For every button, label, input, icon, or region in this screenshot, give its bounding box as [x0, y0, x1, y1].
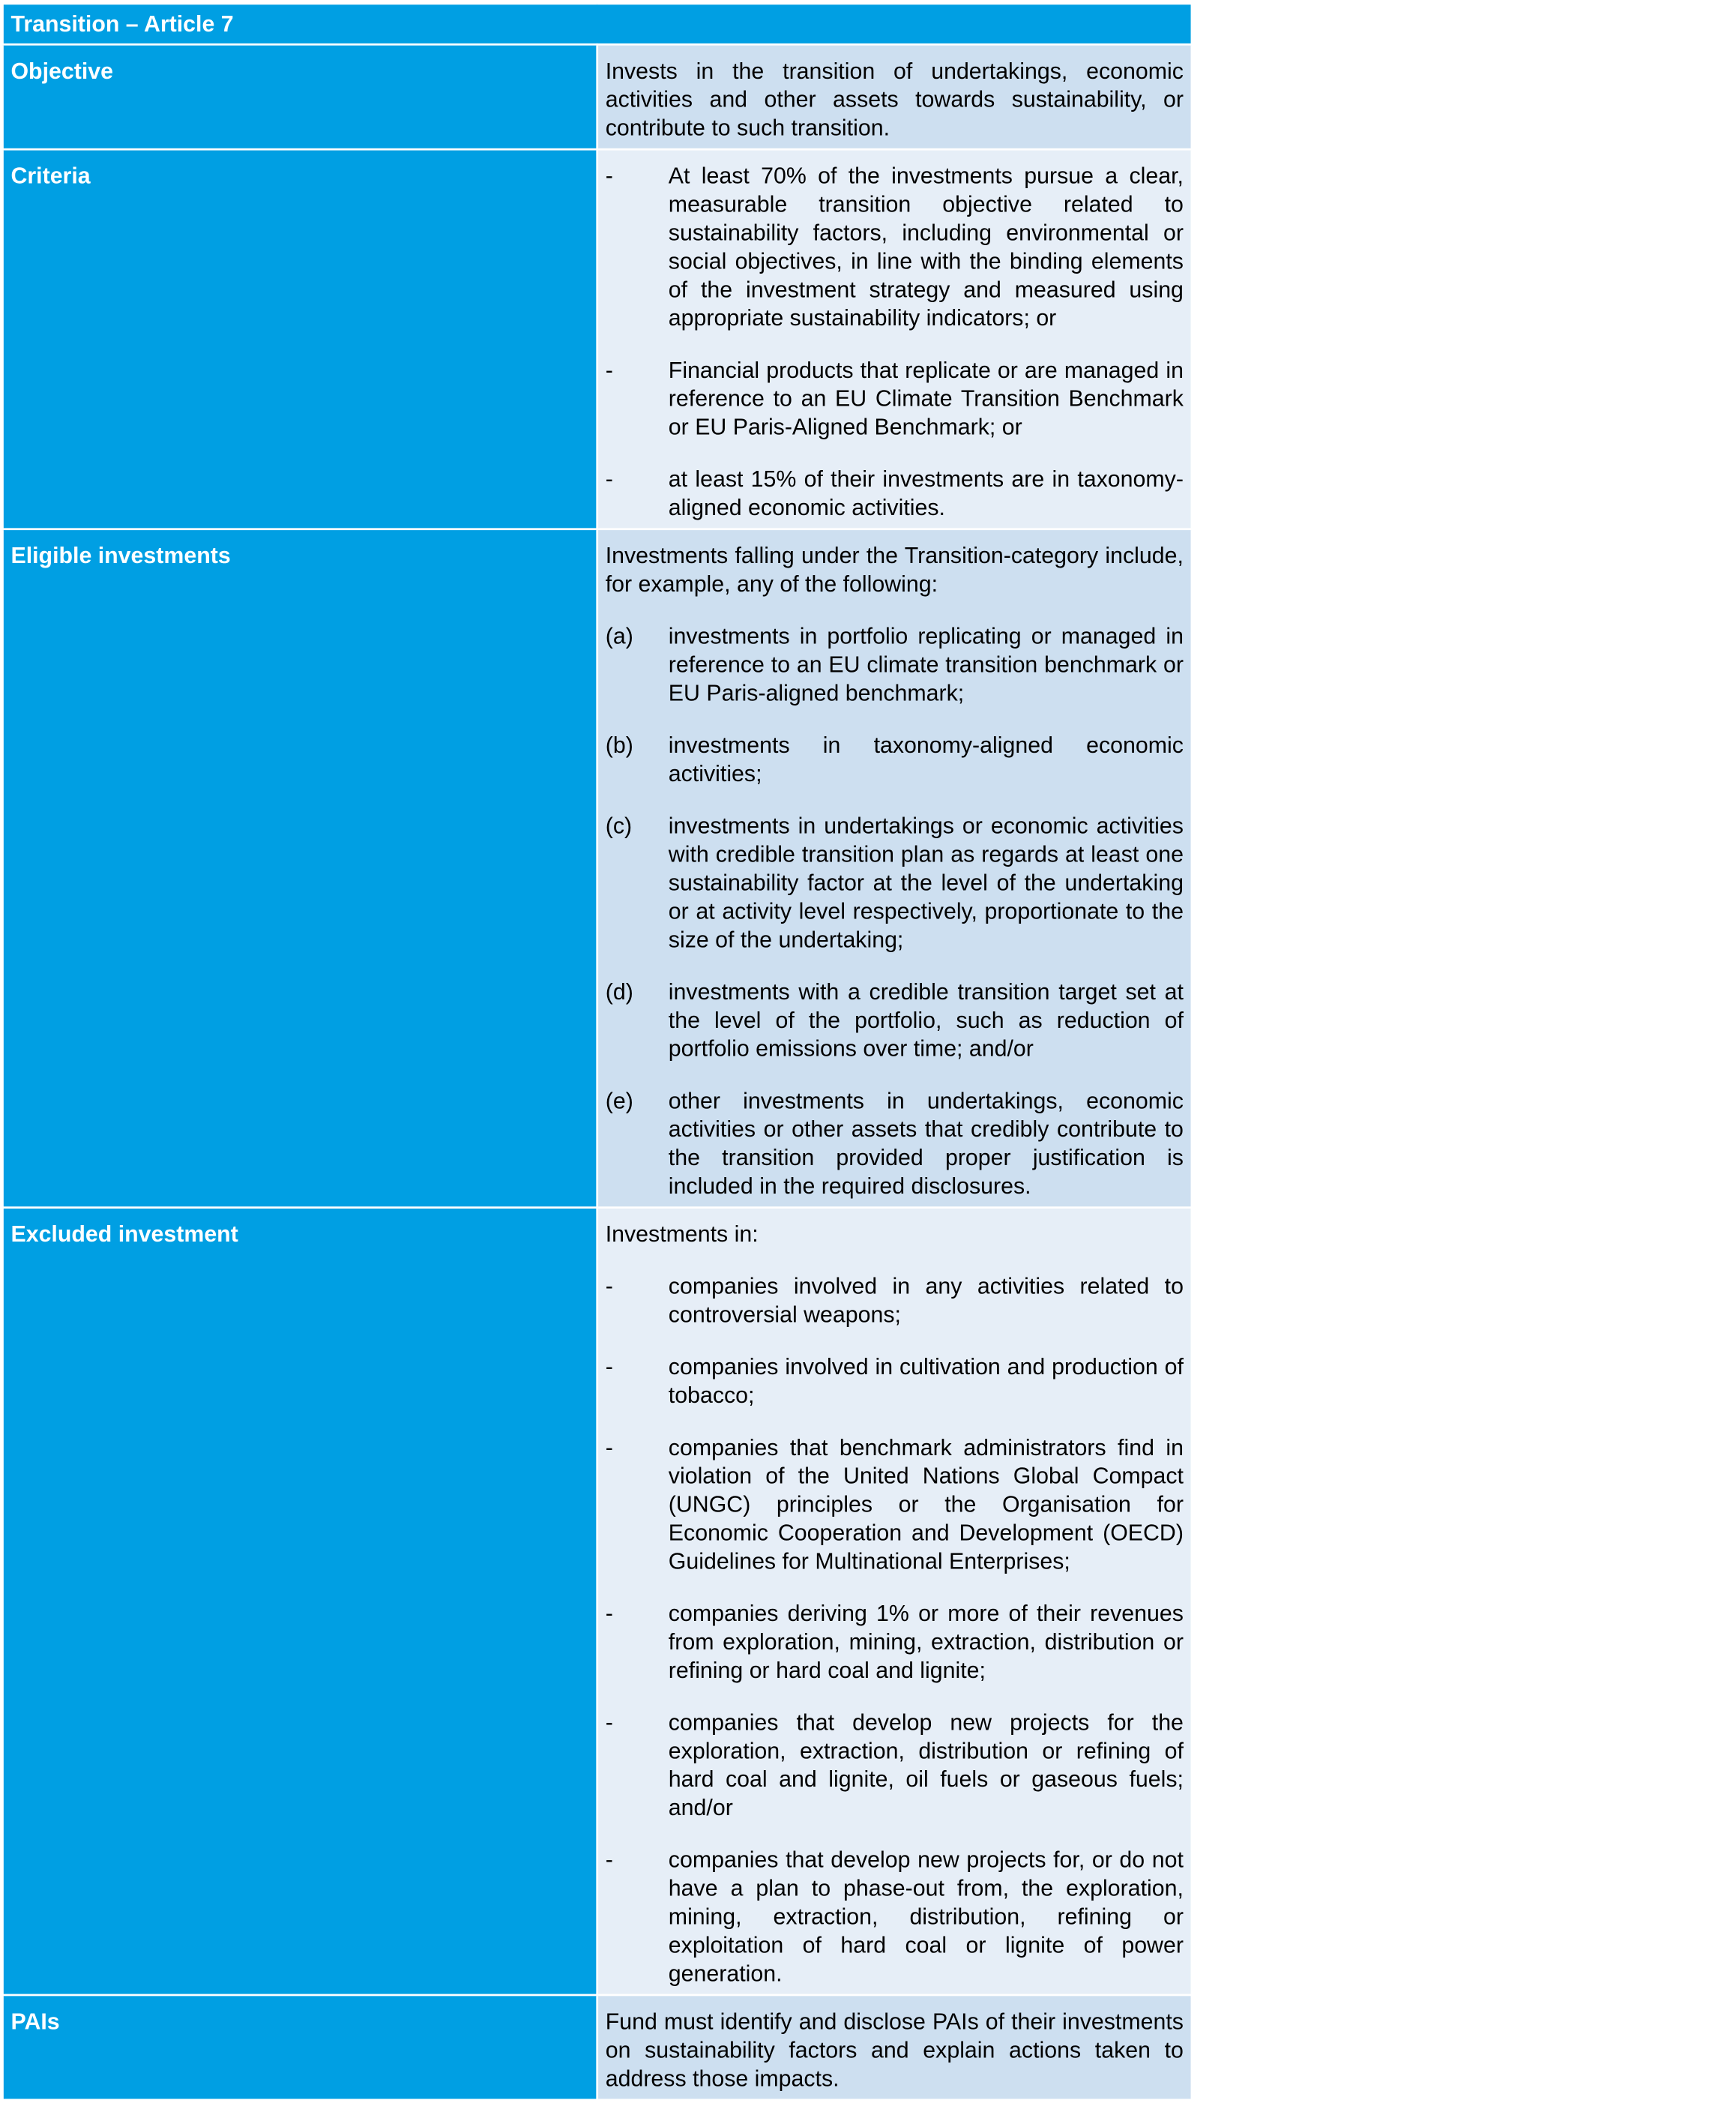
row-content — [597, 1995, 1192, 2100]
list-text: Financial products that replicate or are managed in reference to an EU Climate Transition Benchmark or EU Paris-Aligned Benchmark; or — [668, 357, 1184, 440]
list-marker: - — [605, 1709, 613, 1736]
list-text: companies deriving 1% or more of their revenues from exploration, mining, extraction, distribution or refining or hard coal and lignite; — [668, 1601, 1184, 1683]
list-item — [606, 1846, 1184, 1988]
list-item — [606, 162, 1184, 332]
list-text: investments in undertakings or economic activities with credible transition plan as regards at least one sustainability factor at the level of the undertaking or at activity level respectively, proportionate to the size of the undertaking; — [668, 813, 1184, 953]
table-row-criteria — [2, 149, 1192, 529]
list-marker: (c) — [605, 813, 633, 839]
transition-table — [1, 2, 1193, 2101]
row-content — [597, 529, 1192, 1208]
list-text: companies involved in any activities related to controversial weapons; — [668, 1273, 1184, 1328]
row-intro: Invests in the transition of undertakings, economic activities and other assets towards sustainability, or contribute to such transition. — [605, 58, 1184, 141]
list-text: companies that develop new projects for the exploration, extraction, distribution or refining of hard coal and lignite, oil fuels or gaseous fuels; and/or — [668, 1709, 1184, 1821]
list-text: At least 70% of the investments pursue a clear, measurable transition objective related to sustainability factors, including environmental or social objectives, in line with the binding elements of the investment strategy and measured using appropriate sustainability indicators; or — [668, 163, 1184, 331]
list-item — [606, 1599, 1184, 1685]
list-marker: - — [605, 1434, 613, 1460]
list-item — [606, 812, 1184, 954]
table-row-excluded-investment — [2, 1208, 1192, 1995]
list-marker: - — [605, 1601, 613, 1626]
list-text: companies that develop new projects for, or do not have a plan to phase-out from, the exploration, mining, extraction, distribution, refining or exploitation of hard coal or lignite of power generation. — [668, 1847, 1184, 1987]
list-marker: - — [605, 163, 613, 189]
row-intro: Fund must identify and disclose PAIs of their investments on sustainability factors and explain actions taken to address those impacts. — [605, 2009, 1184, 2092]
list-item — [606, 1086, 1184, 1200]
list-text: companies that benchmark administrators find in violation of the United Nations Global Compact (UNGC) principles or the Organisation for Economic Cooperation and Development (OECD) Guidelines for Multinational Enterprises; — [668, 1434, 1184, 1574]
list-item — [606, 978, 1184, 1063]
list-item — [606, 1708, 1184, 1822]
table-row-objective — [2, 44, 1192, 149]
row-label: Criteria — [2, 149, 597, 529]
list-marker: (b) — [605, 732, 633, 759]
row-intro: Investments in: — [605, 1221, 759, 1248]
row-content — [597, 1208, 1192, 1995]
list-marker: - — [605, 1354, 613, 1380]
list-text: companies involved in cultivation and production of tobacco; — [668, 1354, 1184, 1409]
list-text: at least 15% of their investments are in taxonomy-aligned economic activities. — [668, 466, 1184, 521]
list-marker: (d) — [605, 979, 633, 1005]
list-item — [606, 1272, 1184, 1329]
list-text: investments in taxonomy-aligned economic activities; — [668, 732, 1184, 786]
table-title: Transition – Article 7 — [2, 4, 1192, 44]
list-item — [606, 356, 1184, 442]
row-label: Excluded investment — [2, 1208, 597, 1995]
list-marker: (e) — [605, 1088, 633, 1114]
list-marker: - — [605, 1273, 613, 1299]
row-intro: Investments falling under the Transition-category include, for example, any of the following: — [605, 543, 1184, 598]
list-marker: - — [605, 466, 613, 493]
row-label: PAIs — [2, 1995, 597, 2100]
list-marker: - — [605, 357, 613, 383]
list-item — [606, 731, 1184, 788]
list-item — [606, 1433, 1184, 1576]
row-content — [597, 149, 1192, 529]
list-item — [606, 465, 1184, 522]
table-row-pais — [2, 1995, 1192, 2100]
list-text: investments in portfolio replicating or managed in reference to an EU climate transition benchmark or EU Paris-aligned benchmark; — [668, 623, 1184, 706]
row-content — [597, 44, 1192, 149]
row-label: Eligible investments — [2, 529, 597, 1208]
list-marker: (a) — [605, 623, 633, 649]
list-text: other investments in undertakings, economic activities or other assets that credibly contribute to the transition provided proper justification is included in the required disclosures. — [668, 1088, 1184, 1199]
list-item — [606, 622, 1184, 708]
list-marker: - — [605, 1847, 613, 1873]
table-row-eligible-investments — [2, 529, 1192, 1208]
list-item — [606, 1353, 1184, 1409]
list-text: investments with a credible transition target set at the level of the portfolio, such as reduction of portfolio emissions over time; and/or — [668, 979, 1184, 1062]
row-label: Objective — [2, 44, 597, 149]
